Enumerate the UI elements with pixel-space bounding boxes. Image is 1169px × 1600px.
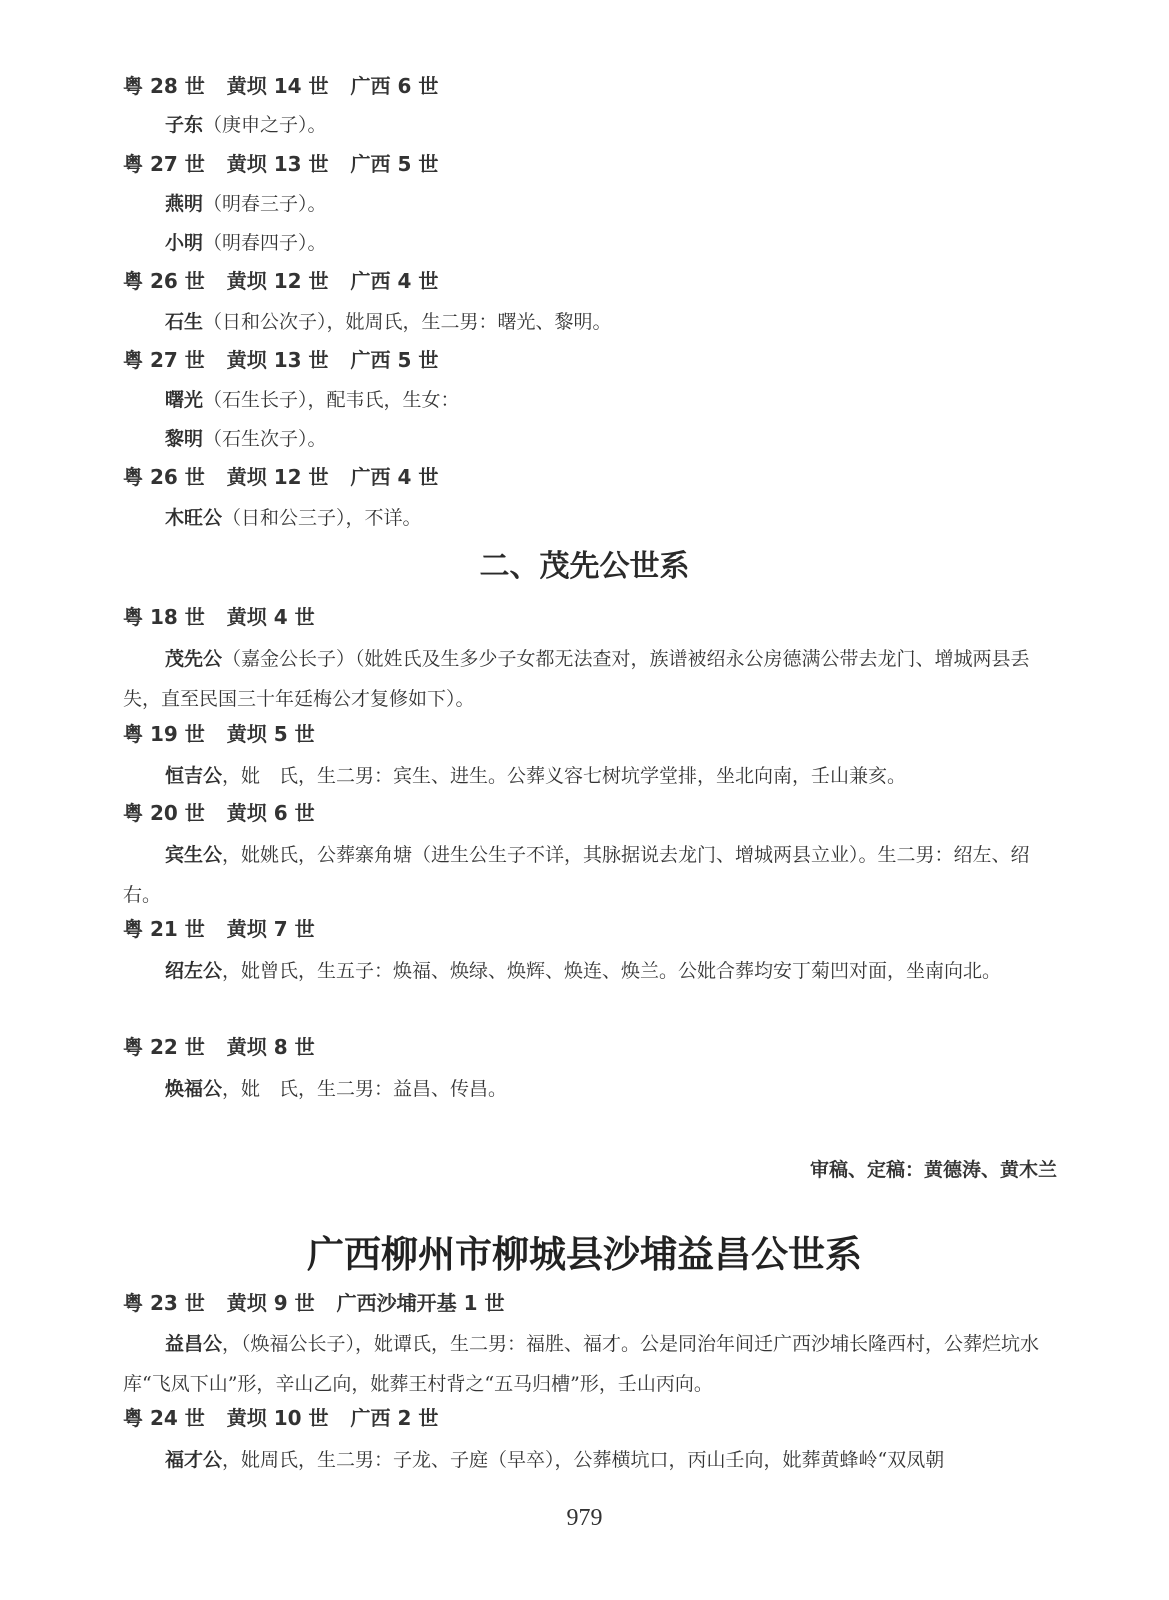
person-name: 曙光: [165, 389, 204, 411]
chapter-title: 广西柳州市柳城县沙埔益昌公世系: [307, 1232, 862, 1276]
genealogy-entry: [123, 639, 1053, 719]
person-name: 木旺公: [165, 507, 223, 529]
entry-text: ，妣 氏，生二男：益昌、传昌。: [222, 1078, 508, 1100]
entry-text: （石生长子），配韦氏，生女：: [203, 389, 460, 411]
genealogy-entry: [123, 223, 1053, 263]
person-name: 小明: [165, 232, 204, 254]
person-name: 燕明: [165, 193, 204, 215]
gen-guangxi: 广西 5 世: [350, 152, 439, 176]
genealogy-entry: [123, 1069, 1053, 1109]
gen-huangba: 黄坝 13 世: [226, 348, 329, 372]
gen-yue: 粤 19 世: [123, 722, 205, 746]
entry-text: （嘉金公长子）（妣姓氏及生多少子女都无法查对，族谱被绍永公房德满公带去龙门、增城两县丢失，直至民国三十年廷梅公才复修如下）。: [123, 648, 1030, 710]
gen-guangxi: 广西 2 世: [350, 1406, 439, 1430]
entry-text: （庚申之子）。: [203, 114, 327, 136]
genealogy-entry: [123, 380, 1053, 420]
person-name: 茂先公: [165, 648, 223, 670]
genealogy-entry: [123, 302, 1053, 342]
generation-heading: [123, 1034, 337, 1060]
page-number: 979: [566, 1505, 603, 1531]
generation-heading: [123, 1405, 460, 1431]
gen-huangba: 黄坝 7 世: [226, 917, 315, 941]
genealogy-entry: [123, 835, 1053, 915]
entry-text: ，妣曾氏，生五子：焕福、焕绿、焕辉、焕连、焕兰。公妣合葬均安丁菊凹对面，坐南向北。: [222, 960, 1002, 982]
gen-yue: 粤 22 世: [123, 1035, 205, 1059]
gen-yue: 粤 23 世: [123, 1291, 205, 1315]
gen-guangxi: 广西 4 世: [350, 465, 439, 489]
genealogy-entry: [123, 184, 1053, 224]
entry-text: （明春三子）。: [203, 193, 327, 215]
genealogy-entry: [123, 419, 1053, 459]
genealogy-entry: [123, 1440, 1053, 1480]
genealogy-entry: [123, 756, 1053, 796]
gen-huangba: 黄坝 6 世: [226, 801, 315, 825]
entry-text: ，妣周氏，生二男：子龙、子庭（早卒），公葬横坑口，丙山壬向，妣葬黄蜂岭“双凤朝: [222, 1449, 945, 1471]
person-name: 绍左公: [165, 960, 223, 982]
gen-guangxi: 广西 5 世: [350, 348, 439, 372]
person-name: 福才公: [165, 1449, 223, 1471]
gen-yue: 粤 28 世: [123, 74, 205, 98]
review-credit: 审稿、定稿：黄德涛、黄木兰: [809, 1159, 1057, 1181]
gen-guangxi: 广西 4 世: [350, 269, 439, 293]
entry-text: ，（焕福公长子），妣谭氏，生二男：福胜、福才。公是同治年间迁广西沙埔长隆西村，公葬烂坑水库“飞凤下山”形，辛山乙向，妣葬王村背之“五马归槽”形，壬山丙向。: [123, 1333, 1040, 1395]
gen-yue: 粤 26 世: [123, 269, 205, 293]
genealogy-entry: [123, 105, 1053, 145]
gen-huangba: 黄坝 12 世: [226, 269, 329, 293]
gen-huangba: 黄坝 10 世: [226, 1406, 329, 1430]
generation-heading: [123, 604, 337, 630]
gen-huangba: 黄坝 9 世: [226, 1291, 315, 1315]
genealogy-entry: [123, 1324, 1053, 1404]
entry-text: （日和公次子），妣周氏，生二男：曙光、黎明。: [203, 311, 612, 333]
entry-text: （石生次子）。: [203, 428, 327, 450]
person-name: 恒吉公: [165, 765, 223, 787]
gen-yue: 粤 26 世: [123, 465, 205, 489]
genealogy-entry: [123, 951, 1053, 991]
entry-text: ，妣姚氏，公葬寨角塘（进生公生子不详，其脉据说去龙门、增城两县立业）。生二男：绍左、绍右。: [123, 844, 1030, 906]
genealogy-entry: [123, 498, 1053, 538]
person-name: 宾生公: [165, 844, 223, 866]
generation-heading: [123, 916, 337, 942]
gen-yue: 粤 18 世: [123, 605, 205, 629]
gen-huangba: 黄坝 4 世: [226, 605, 315, 629]
gen-huangba: 黄坝 8 世: [226, 1035, 315, 1059]
gen-huangba: 黄坝 5 世: [226, 722, 315, 746]
section-title: 二、茂先公世系: [479, 549, 690, 584]
generation-heading: [123, 1290, 526, 1316]
gen-huangba: 黄坝 12 世: [226, 465, 329, 489]
gen-huangba: 黄坝 14 世: [226, 74, 329, 98]
generation-heading: [123, 268, 460, 294]
generation-heading: [123, 800, 337, 826]
gen-yue: 粤 27 世: [123, 348, 205, 372]
generation-heading: [123, 464, 460, 490]
gen-yue: 粤 24 世: [123, 1406, 205, 1430]
generation-heading: [123, 151, 460, 177]
person-name: 黎明: [165, 428, 204, 450]
entry-text: （明春四子）。: [203, 232, 327, 254]
gen-yue: 粤 21 世: [123, 917, 205, 941]
person-name: 子东: [165, 114, 204, 136]
gen-yue: 粤 27 世: [123, 152, 205, 176]
person-name: 益昌公: [165, 1333, 223, 1355]
entry-text: （日和公三子），不详。: [222, 507, 422, 529]
gen-guangxi: 广西沙埔开基 1 世: [336, 1291, 505, 1315]
person-name: 石生: [165, 311, 204, 333]
generation-heading: [123, 721, 337, 747]
gen-guangxi: 广西 6 世: [350, 74, 439, 98]
generation-heading: [123, 347, 460, 373]
gen-huangba: 黄坝 13 世: [226, 152, 329, 176]
entry-text: ，妣 氏，生二男：宾生、进生。公葬义容七树坑学堂排，坐北向南，壬山兼亥。: [222, 765, 907, 787]
gen-yue: 粤 20 世: [123, 801, 205, 825]
generation-heading: [123, 73, 460, 99]
person-name: 焕福公: [165, 1078, 223, 1100]
